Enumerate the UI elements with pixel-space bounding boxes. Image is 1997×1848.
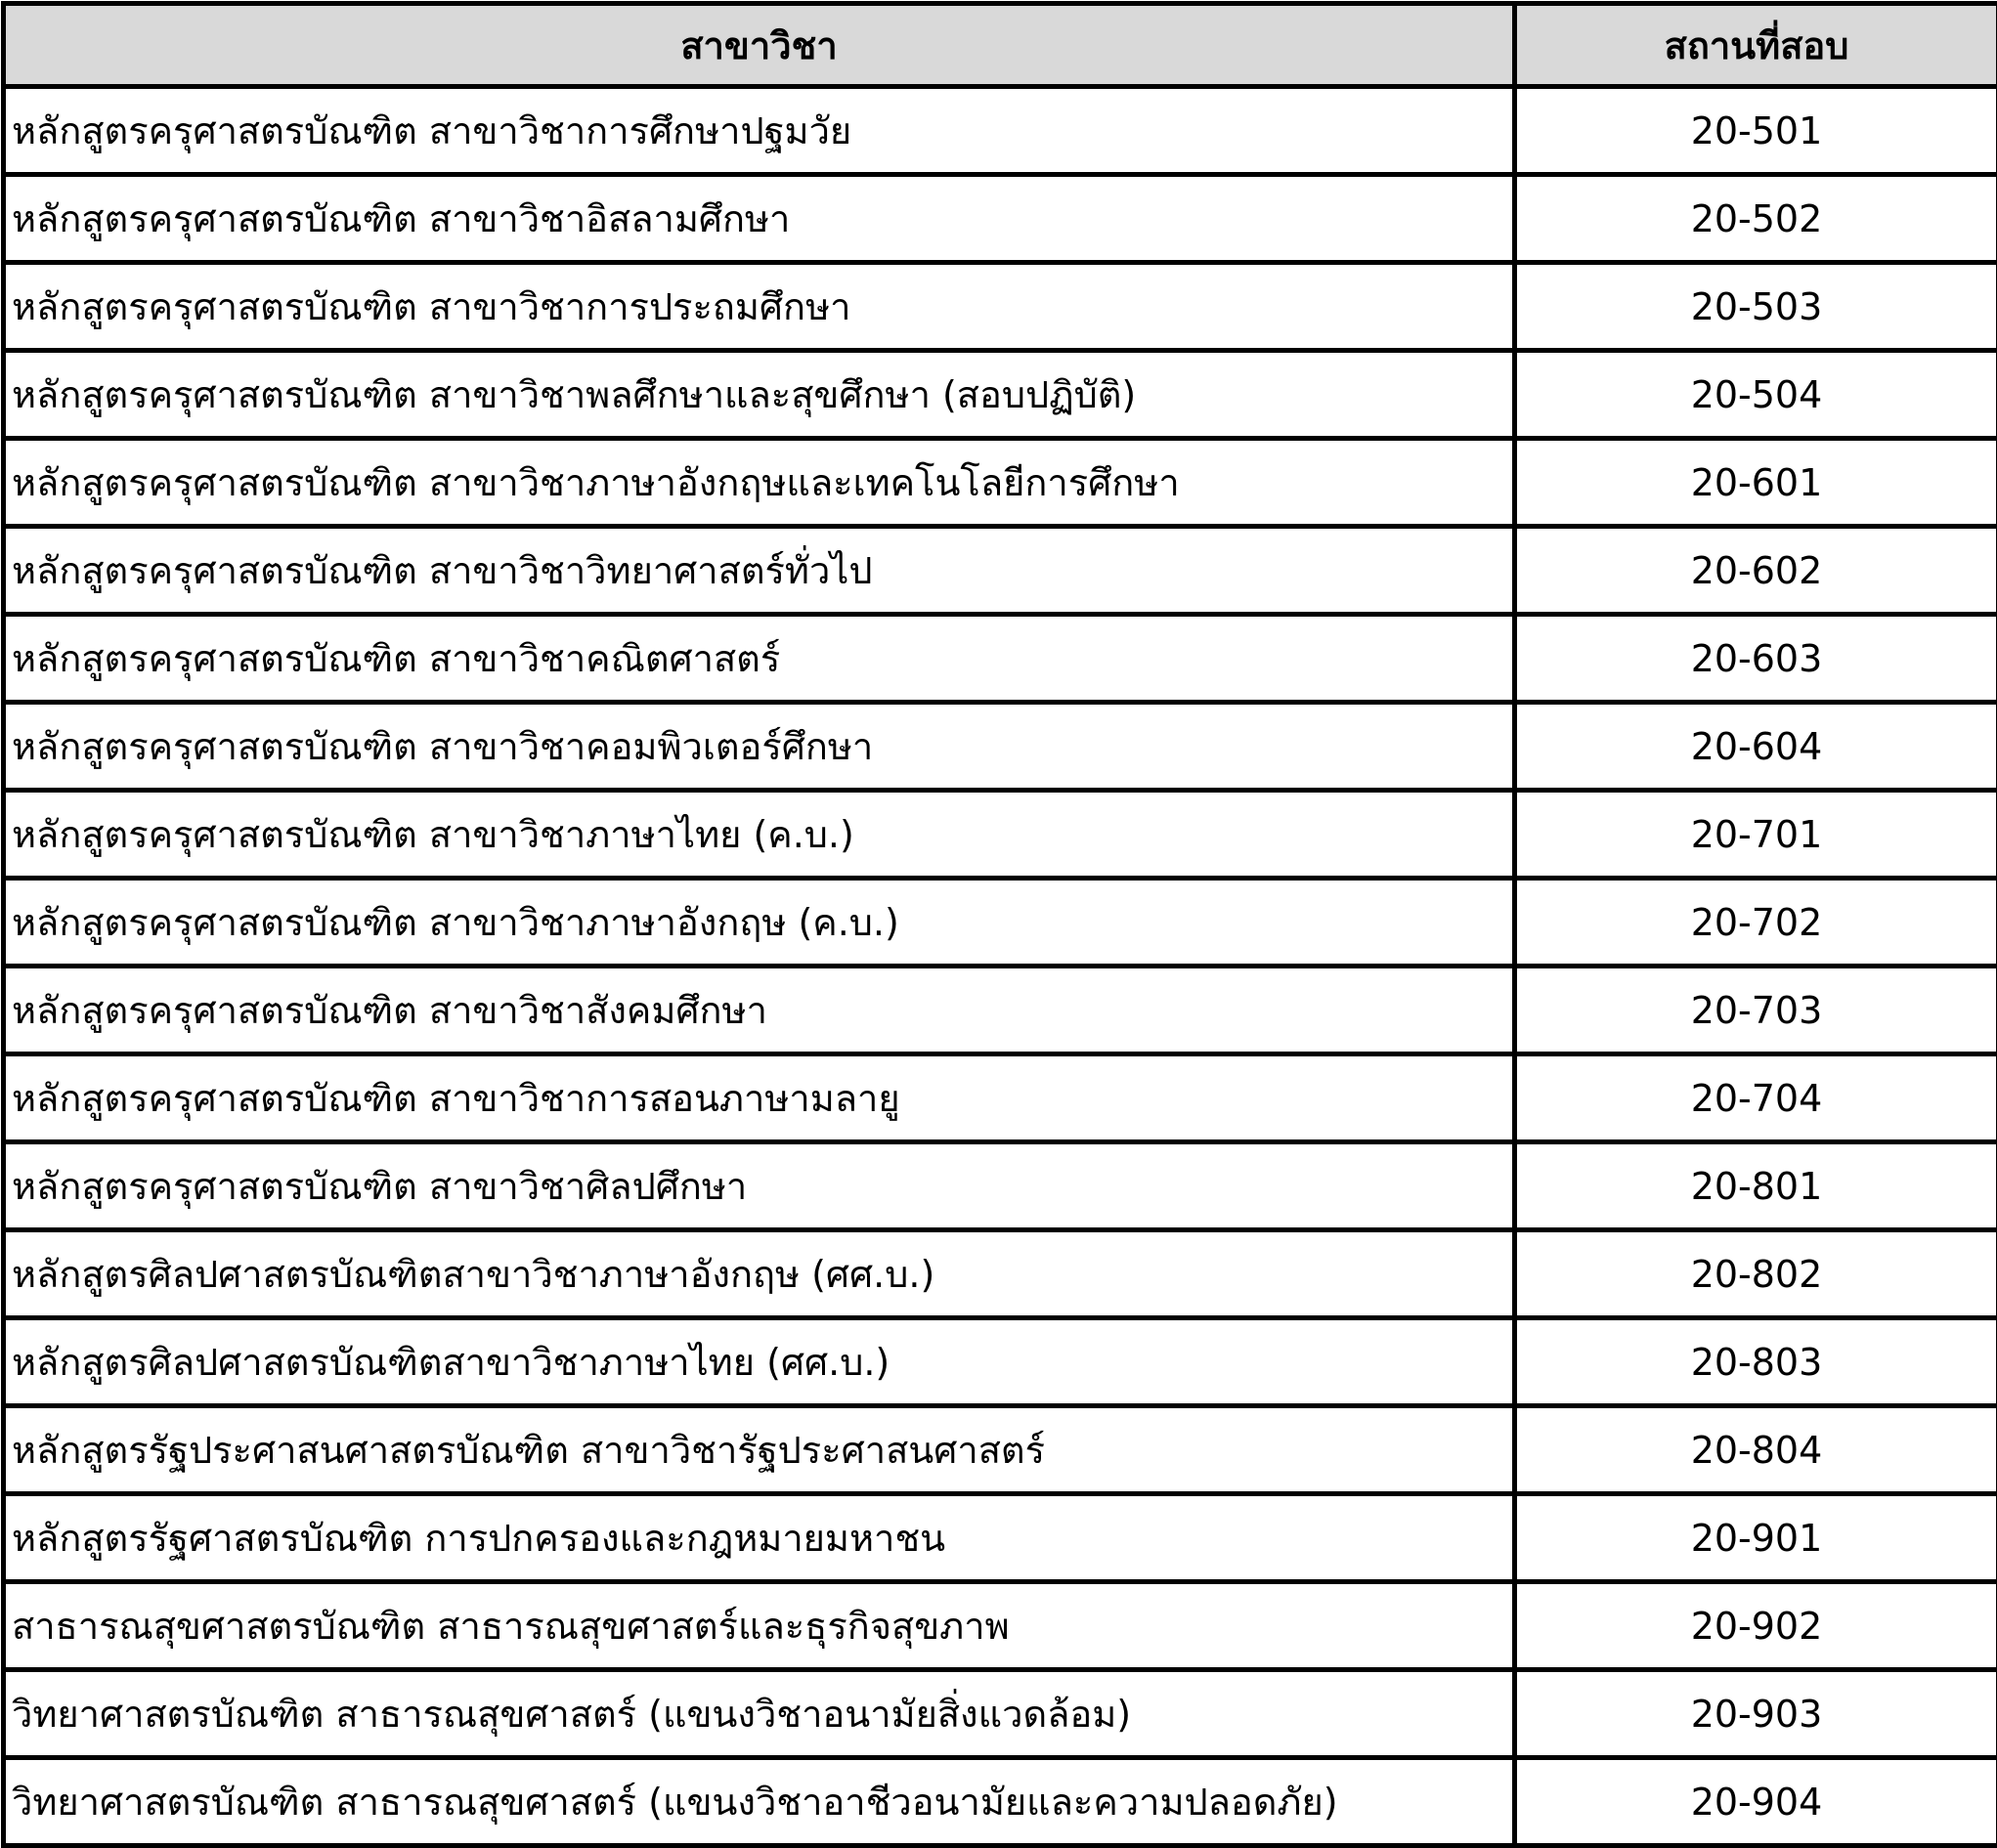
table-row xyxy=(4,791,1997,879)
table-row xyxy=(4,527,1997,615)
course-cell: หลักสูตรรัฐศาสตรบัณฑิต การปกครองและกฎหมายมหาชน xyxy=(4,1494,1515,1582)
room-cell: 20-603 xyxy=(1515,615,1997,703)
table-row xyxy=(4,1494,1997,1582)
header-row xyxy=(4,4,1997,87)
course-cell: หลักสูตรศิลปศาสตรบัณฑิตสาขาวิชาภาษาไทย (ศศ.บ.) xyxy=(4,1318,1515,1406)
course-cell: หลักสูตรครุศาสตรบัณฑิต สาขาวิชาภาษาอังกฤษและเทคโนโลยีการศึกษา xyxy=(4,439,1515,527)
table-row xyxy=(4,351,1997,439)
table-row xyxy=(4,615,1997,703)
table-row xyxy=(4,1318,1997,1406)
course-cell: หลักสูตรครุศาสตรบัณฑิต สาขาวิชาอิสลามศึกษา xyxy=(4,175,1515,263)
table-row xyxy=(4,967,1997,1054)
room-cell: 20-801 xyxy=(1515,1142,1997,1230)
table-row xyxy=(4,263,1997,351)
room-cell: 20-703 xyxy=(1515,967,1997,1054)
table-row xyxy=(4,1582,1997,1670)
header-exam-room: สถานที่สอบ xyxy=(1515,4,1997,87)
course-cell: หลักสูตรครุศาสตรบัณฑิต สาขาวิชาศิลปศึกษา xyxy=(4,1142,1515,1230)
course-cell: วิทยาศาสตรบัณฑิต สาธารณสุขศาสตร์ (แขนงวิชาอาชีวอนามัยและความปลอดภัย) xyxy=(4,1758,1515,1846)
table-row xyxy=(4,439,1997,527)
room-cell: 20-804 xyxy=(1515,1406,1997,1494)
room-cell: 20-504 xyxy=(1515,351,1997,439)
exam-room-table xyxy=(1,1,1997,1848)
room-cell: 20-904 xyxy=(1515,1758,1997,1846)
course-cell: หลักสูตรครุศาสตรบัณฑิต สาขาวิชาการประถมศึกษา xyxy=(4,263,1515,351)
room-cell: 20-502 xyxy=(1515,175,1997,263)
course-cell: หลักสูตรครุศาสตรบัณฑิต สาขาวิชาคอมพิวเตอร์ศึกษา xyxy=(4,703,1515,791)
room-cell: 20-903 xyxy=(1515,1670,1997,1758)
course-cell: หลักสูตรครุศาสตรบัณฑิต สาขาวิชาวิทยาศาสตร์ทั่วไป xyxy=(4,527,1515,615)
course-cell: หลักสูตรครุศาสตรบัณฑิต สาขาวิชาการศึกษาปฐมวัย xyxy=(4,87,1515,175)
room-cell: 20-701 xyxy=(1515,791,1997,879)
table-row xyxy=(4,175,1997,263)
room-cell: 20-702 xyxy=(1515,879,1997,967)
room-cell: 20-901 xyxy=(1515,1494,1997,1582)
course-cell: วิทยาศาสตรบัณฑิต สาธารณสุขศาสตร์ (แขนงวิชาอนามัยสิ่งแวดล้อม) xyxy=(4,1670,1515,1758)
course-cell: หลักสูตรครุศาสตรบัณฑิต สาขาวิชาพลศึกษาและสุขศึกษา (สอบปฏิบัติ) xyxy=(4,351,1515,439)
table-row xyxy=(4,87,1997,175)
table-row xyxy=(4,1142,1997,1230)
table-row xyxy=(4,1230,1997,1318)
course-cell: หลักสูตรครุศาสตรบัณฑิต สาขาวิชาภาษาไทย (ค.บ.) xyxy=(4,791,1515,879)
table-row xyxy=(4,879,1997,967)
course-cell: หลักสูตรศิลปศาสตรบัณฑิตสาขาวิชาภาษาอังกฤษ (ศศ.บ.) xyxy=(4,1230,1515,1318)
course-cell: หลักสูตรครุศาสตรบัณฑิต สาขาวิชาคณิตศาสตร์ xyxy=(4,615,1515,703)
table-row xyxy=(4,1406,1997,1494)
table-body xyxy=(4,87,1997,1846)
course-cell: หลักสูตรครุศาสตรบัณฑิต สาขาวิชาสังคมศึกษา xyxy=(4,967,1515,1054)
course-cell: หลักสูตรรัฐประศาสนศาสตรบัณฑิต สาขาวิชารัฐประศาสนศาสตร์ xyxy=(4,1406,1515,1494)
room-cell: 20-902 xyxy=(1515,1582,1997,1670)
room-cell: 20-803 xyxy=(1515,1318,1997,1406)
table-row xyxy=(4,1670,1997,1758)
course-cell: สาธารณสุขศาสตรบัณฑิต สาธารณสุขศาสตร์และธุรกิจสุขภาพ xyxy=(4,1582,1515,1670)
room-cell: 20-503 xyxy=(1515,263,1997,351)
room-cell: 20-802 xyxy=(1515,1230,1997,1318)
room-cell: 20-604 xyxy=(1515,703,1997,791)
room-cell: 20-501 xyxy=(1515,87,1997,175)
room-cell: 20-602 xyxy=(1515,527,1997,615)
table-row xyxy=(4,703,1997,791)
table-row xyxy=(4,1054,1997,1142)
course-cell: หลักสูตรครุศาสตรบัณฑิต สาขาวิชาภาษาอังกฤษ (ค.บ.) xyxy=(4,879,1515,967)
table-row xyxy=(4,1758,1997,1846)
room-cell: 20-601 xyxy=(1515,439,1997,527)
course-cell: หลักสูตรครุศาสตรบัณฑิต สาขาวิชาการสอนภาษามลายู xyxy=(4,1054,1515,1142)
header-course: สาขาวิชา xyxy=(4,4,1515,87)
room-cell: 20-704 xyxy=(1515,1054,1997,1142)
